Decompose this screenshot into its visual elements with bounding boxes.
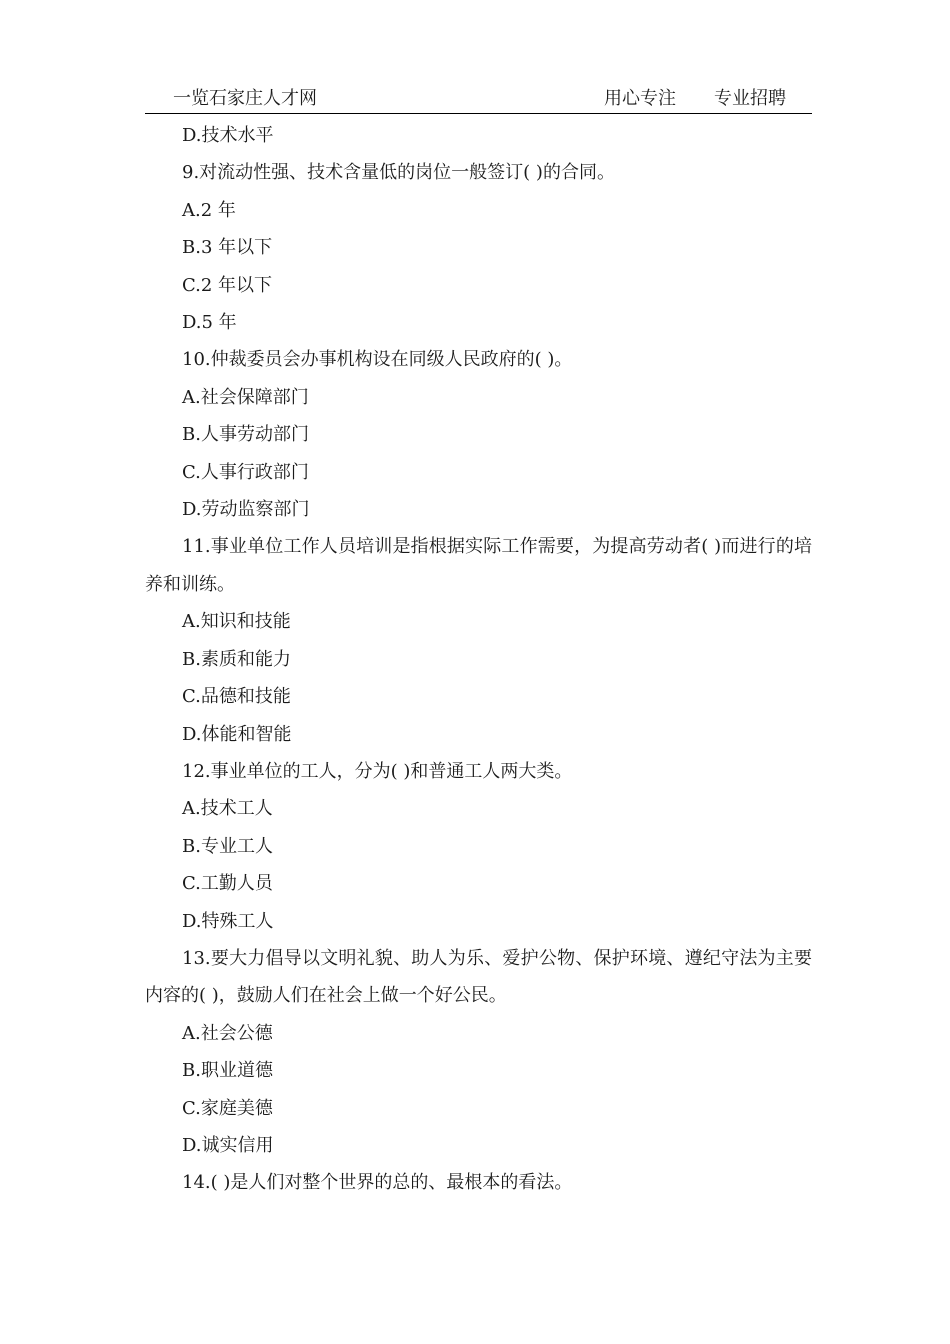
- question-11: 11.事业单位工作人员培训是指根据实际工作需要，为提高劳动者( )而进行的培养和训练。: [145, 536, 812, 595]
- option-c-q12: C.工勤人员: [182, 873, 273, 895]
- option-d-q13: D.诚实信用: [182, 1134, 274, 1156]
- question-13: 13.要大力倡导以文明礼貌、助人为乐、爱护公物、保护环境、遵纪守法为主要内容的( )，鼓励人们在社会上做一个好公民。: [145, 947, 812, 1007]
- option-a-q12: A.技术工人: [182, 798, 273, 820]
- question-10: 10.仲裁委员会办事机构设在同级人民政府的( )。: [182, 349, 573, 371]
- option-b-q11: B.素质和能力: [182, 648, 291, 670]
- site-name: 一览石家庄人才网: [173, 88, 317, 109]
- option-b-q9: B.3 年以下: [182, 237, 273, 259]
- option-d-q8: D.技术水平: [182, 125, 274, 146]
- option-a-q10: A.社会保障部门: [182, 386, 309, 408]
- option-d-q11: D.体能和智能: [182, 723, 292, 745]
- question-14: 14.( )是人们对整个世界的总的、最根本的看法。: [182, 1172, 573, 1194]
- question-9: 9.对流动性强、技术含量低的岗位一般签订( )的合同。: [182, 162, 615, 184]
- page-header: [145, 80, 812, 114]
- option-c-q13: C.家庭美德: [182, 1097, 273, 1119]
- option-d-q12: D.特殊工人: [182, 910, 274, 932]
- option-b-q13: B.职业道德: [182, 1060, 273, 1082]
- slogan-recruiting: 专业招聘: [714, 88, 786, 109]
- option-c-q9: C.2 年以下: [182, 274, 273, 296]
- option-a-q13: A.社会公德: [182, 1022, 273, 1044]
- option-b-q12: B.专业工人: [182, 835, 273, 857]
- header-slogans: [604, 84, 786, 110]
- slogan-focus: 用心专注: [604, 88, 676, 109]
- question-12: 12.事业单位的工人，分为( )和普通工人两大类。: [182, 760, 573, 782]
- option-a-q9: A.2 年: [182, 199, 236, 221]
- option-d-q10: D.劳动监察部门: [182, 499, 310, 521]
- option-c-q11: C.品德和技能: [182, 686, 291, 708]
- option-c-q10: C.人事行政部门: [182, 461, 309, 483]
- document-body: [145, 117, 812, 1202]
- option-a-q11: A.知识和技能: [182, 611, 291, 633]
- option-b-q10: B.人事劳动部门: [182, 424, 309, 446]
- option-d-q9: D.5 年: [182, 312, 237, 334]
